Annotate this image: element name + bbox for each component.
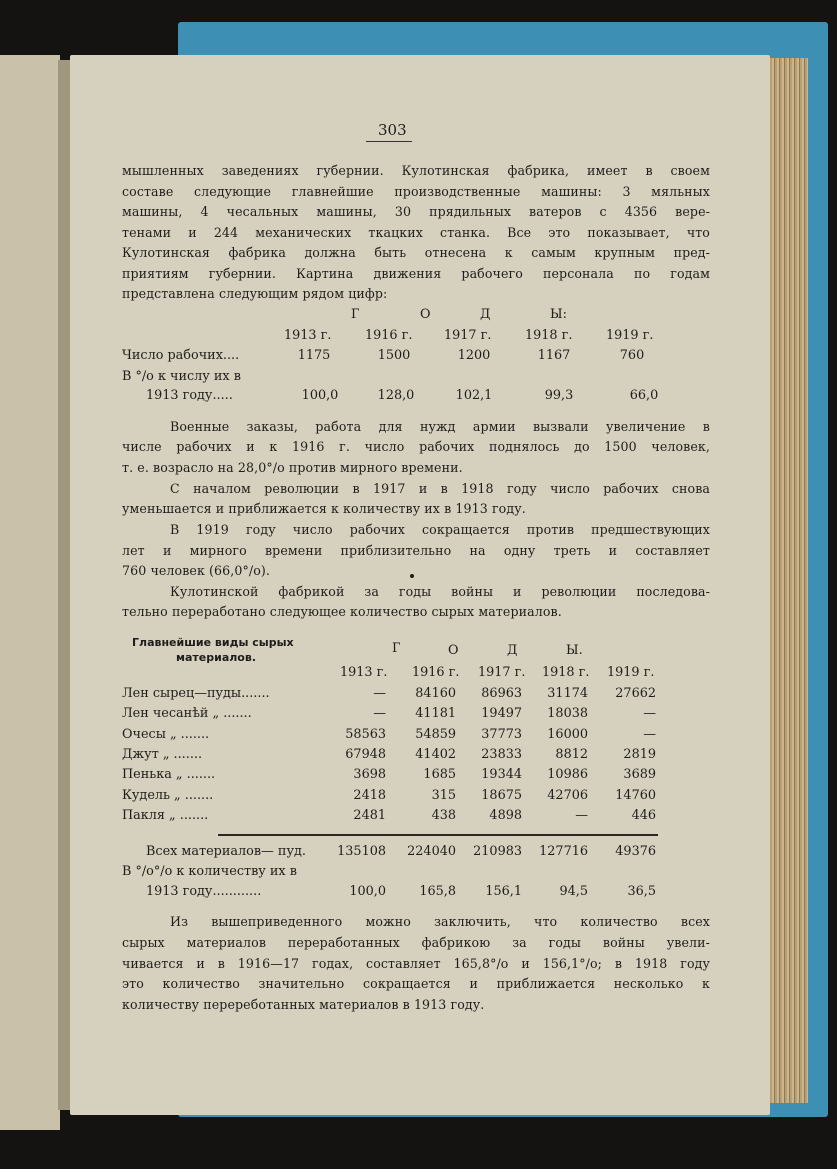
- group-letter: Ы:: [550, 307, 567, 322]
- table-cell: 1175: [297, 348, 331, 363]
- page-number-rule: [366, 141, 412, 142]
- year-header: 1913 г.: [340, 665, 388, 680]
- table-cell: —: [373, 706, 386, 721]
- table-cell: 84160: [415, 686, 456, 701]
- row-label-percent-year: 1913 году.....: [146, 388, 233, 403]
- group-letter: Ы.: [566, 643, 583, 658]
- text-line: С началом революции в 1917 и в 1918 году число рабочих снова: [170, 481, 710, 496]
- year-header: 1919 г.: [607, 665, 655, 680]
- paragraph-war-cont: [122, 437, 710, 458]
- table-cell: 41402: [415, 747, 456, 762]
- table-cell: 19497: [481, 706, 522, 721]
- table-cell: 2418: [353, 788, 386, 803]
- table-cell: 8812: [555, 747, 588, 762]
- table-cell: 4898: [489, 808, 522, 823]
- group-letter: Д: [480, 307, 491, 322]
- group-letter: О: [448, 643, 459, 658]
- total-label: Всех материалов— пуд.: [146, 844, 306, 859]
- text-line: составе следующие главнейшие производственные машины: 3 мяльных: [122, 183, 710, 199]
- table-cell: 67948: [345, 747, 386, 762]
- table-row-label: Джут „ .......: [122, 747, 203, 762]
- table-cell: 1500: [377, 348, 411, 363]
- paragraph-1919-end: 760 человек (66,0°/о).: [122, 563, 271, 578]
- table-cell: 66,0: [629, 388, 659, 403]
- text-line: Из вышеприведенного можно заключить, что количество всех: [170, 914, 710, 929]
- conclusion-last-line: количеству перереботанных материалов в 1913 году.: [122, 997, 485, 1012]
- table-cell: 37773: [481, 727, 522, 742]
- table-cell: 100,0: [301, 388, 339, 403]
- table-cell: 14760: [615, 788, 656, 803]
- table-cell: 18675: [481, 788, 522, 803]
- table-row-label: Лен чесанѣй „ .......: [122, 706, 252, 721]
- paragraph-war: [122, 417, 710, 438]
- book-page: [70, 55, 770, 1115]
- text-line: сырых материалов переработанных фабрикою за годы войны увели-: [122, 935, 710, 950]
- paragraph-materials: [122, 582, 710, 603]
- group-letter: Г: [351, 307, 360, 322]
- table-cell: 128,0: [377, 388, 415, 403]
- text-line: Кулотинская фабрика должна быть отнесена к самым крупным пред-: [122, 245, 710, 261]
- paragraph-war-end: т. е. возрасло на 28,0°/о против мирного времени.: [122, 460, 463, 475]
- table-cell: 3689: [623, 767, 656, 782]
- percent-label: В °/о°/о к количеству их в: [122, 864, 297, 879]
- materials-header: Главнейшие виды сырых: [132, 636, 294, 649]
- year-header: 1918 г.: [542, 665, 590, 680]
- text-line: машины, 4 чесальных машины, 30 прядильных ватеров с 4356 вере-: [122, 204, 710, 220]
- table-cell: 3698: [353, 767, 386, 782]
- table-cell: 2819: [623, 747, 656, 762]
- table-cell: 99,3: [544, 388, 574, 403]
- text-line: приятиям губернии. Картина движения рабочего персонала по годам: [122, 265, 710, 281]
- page-number: 303: [378, 121, 407, 139]
- text-line: тенами и 244 механических ткацких станка. Все это показывает, что: [122, 224, 710, 240]
- text-line: лет и мирного времени приблизительно на одну треть и составляет: [122, 543, 710, 558]
- row-label-workers: Число рабочих....: [122, 348, 240, 363]
- table-cell: 760: [619, 348, 645, 363]
- table-row-label: Пакля „ .......: [122, 808, 209, 823]
- group-letter: О: [420, 307, 431, 322]
- table-cell: —: [575, 808, 588, 823]
- table-cell: 1685: [423, 767, 456, 782]
- paragraph-1919: [122, 520, 710, 541]
- conclusion-paragraph: [122, 912, 710, 933]
- table-cell: 1200: [457, 348, 491, 363]
- text-line: числе рабочих и к 1916 г. число рабочих поднялось до 1500 человек,: [122, 439, 710, 454]
- group-letter: Д: [507, 643, 518, 658]
- group-letter: Г: [392, 641, 401, 656]
- table-cell: 86963: [481, 686, 522, 701]
- row-label-percent: В °/о к числу их в: [122, 369, 241, 384]
- year-header: 1916 г.: [412, 665, 460, 680]
- left-page: [0, 55, 60, 1130]
- table-cell: 18038: [547, 706, 588, 721]
- paragraph-revolution: [122, 479, 710, 500]
- table-cell: 127716: [539, 844, 588, 859]
- paragraph-materials-end: тельно переработано следующее количество сырых материалов.: [122, 604, 562, 619]
- table-cell: 54859: [415, 727, 456, 742]
- table-cell: 156,1: [485, 884, 522, 899]
- text-line: Военные заказы, работа для нужд армии вызвали увеличение в: [170, 419, 710, 434]
- table-cell: 165,8: [419, 884, 456, 899]
- table-cell: 438: [431, 808, 456, 823]
- table-cell: 23833: [481, 747, 522, 762]
- table-row-label: Лен сырец—пуды.......: [122, 686, 270, 701]
- table-cell: 100,0: [349, 884, 386, 899]
- table-cell: 27662: [615, 686, 656, 701]
- text-line: Кулотинской фабрикой за годы войны и революции последова-: [170, 584, 710, 599]
- text-line: это количество значительно сокращается и приближается несколько к: [122, 976, 710, 992]
- table-cell: 19344: [481, 767, 522, 782]
- text-line: чивается и в 1916—17 годах, составляет 165,8°/о и 156,1°/о; в 1918 году: [122, 955, 710, 971]
- table-cell: 102,1: [455, 388, 493, 403]
- conclusion-paragraph-cont: [122, 933, 710, 995]
- year-header: 1916 г.: [365, 328, 413, 343]
- table-cell: 135108: [337, 844, 386, 859]
- text-line: В 1919 году число рабочих сокращается против предшествующих: [170, 522, 710, 537]
- table-cell: 16000: [547, 727, 588, 742]
- table-cell: 224040: [407, 844, 456, 859]
- paragraph-revolution-end: уменьшается и приближается к количеству их в 1913 году.: [122, 501, 526, 516]
- table-cell: 1167: [537, 348, 571, 363]
- table-cell: —: [373, 686, 386, 701]
- year-header: 1918 г.: [525, 328, 573, 343]
- year-header: 1917 г.: [444, 328, 492, 343]
- table-cell: 58563: [345, 727, 386, 742]
- table-cell: 315: [431, 788, 456, 803]
- table-cell: 36,5: [627, 884, 656, 899]
- year-header: 1919 г.: [606, 328, 654, 343]
- table-cell: —: [643, 727, 656, 742]
- year-header: 1913 г.: [284, 328, 332, 343]
- text-line: мышленных заведениях губернии. Кулотинская фабрика, имеет в своем: [122, 163, 710, 178]
- table-cell: —: [643, 706, 656, 721]
- year-header: 1917 г.: [478, 665, 526, 680]
- table-row-label: Пенька „ .......: [122, 767, 216, 782]
- intro-last-line: представлена следующим рядом цифр:: [122, 286, 388, 301]
- table-row-label: Кудель „ .......: [122, 788, 214, 803]
- intro-paragraph: [122, 161, 710, 285]
- materials-header: материалов.: [176, 651, 257, 664]
- paragraph-1919-cont: [122, 541, 710, 562]
- table-cell: 446: [631, 808, 656, 823]
- total-rule: [218, 834, 658, 836]
- ink-speck: [410, 574, 414, 578]
- table-cell: 49376: [615, 844, 656, 859]
- table-cell: 210983: [473, 844, 522, 859]
- table-cell: 10986: [547, 767, 588, 782]
- table-cell: 42706: [547, 788, 588, 803]
- table-cell: 2481: [353, 808, 386, 823]
- table-row-label: Очесы „ .......: [122, 727, 210, 742]
- table-cell: 94,5: [559, 884, 588, 899]
- table-cell: 41181: [415, 706, 456, 721]
- percent-label-year: 1913 году............: [146, 884, 262, 899]
- table-cell: 31174: [547, 686, 588, 701]
